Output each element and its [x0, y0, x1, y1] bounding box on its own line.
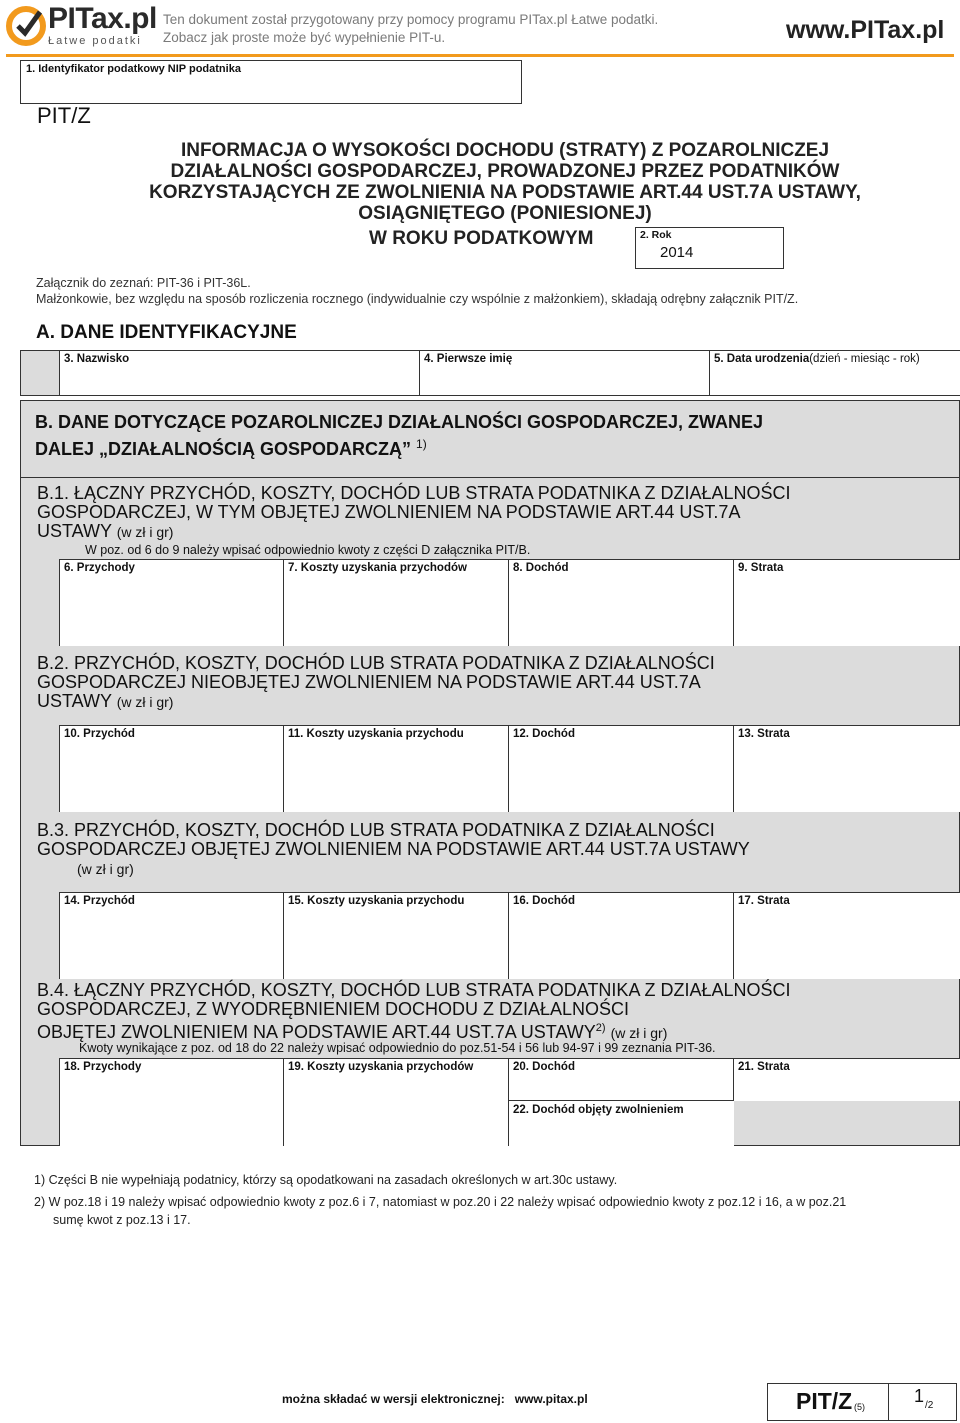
field-12[interactable]: [508, 725, 734, 812]
section-a-box: [20, 350, 960, 396]
field-10-label: 10. Przychód: [64, 728, 135, 740]
first-name-label: 4. Pierwsze imię: [424, 353, 513, 365]
form-title: INFORMACJA O WYSOKOŚCI DOCHODU (STRATY) Z POZAROLNICZEJ DZIAŁALNOŚCI GOSPODARCZEJ, PROWADZONEJ PRZEZ PODATNIKÓW KORZYSTAJĄCYCH ZE ZWOLNIENIA NA PODSTAWIE ART.44 UST.7A USTAWY, OSIĄGNIĘTEGO (PONIESIONEJ): [149, 140, 861, 224]
section-b-box: [20, 400, 960, 1146]
field-18-label: 18. Przychody: [64, 1061, 142, 1073]
field-22[interactable]: [508, 1100, 734, 1146]
b4-title: B.4. ŁĄCZNY PRZYCHÓD, KOSZTY, DOCHÓD LUB STRATA PODATNIKA Z DZIAŁALNOŚCI GOSPODARCZEJ, Z WYODRĘBNIENIEM DOCHODU Z DZIAŁALNOŚCI OBJĘTEJ ZWOLNIENIEM NA PODSTAWIE ART.44 UST.7A USTAWY$^{2)}$ (w zł i gr): [37, 980, 791, 1042]
field-10[interactable]: [59, 725, 284, 812]
field-15[interactable]: [283, 892, 509, 979]
b4-fields: [59, 1058, 959, 1145]
field-21-label: 21. Strata: [738, 1061, 790, 1073]
footnote-2: 2) W poz.18 i 19 należy wpisać odpowiednio kwoty z poz.6 i 7, natomiast w poz.20 i 22 należy wpisać odpowiednio kwoty z poz.12 i 16, a w poz.21: [34, 1195, 847, 1209]
footer-url[interactable]: www.pitax.pl: [514, 1392, 588, 1406]
pitax-logo-icon: [6, 4, 46, 48]
footer-page: 1: [914, 1386, 925, 1406]
year-label: 2. Rok: [640, 229, 672, 241]
field-13-label: 13. Strata: [738, 728, 790, 740]
birth-date-label: 5. Data urodzenia(dzień - miesiąc - rok): [714, 353, 920, 365]
field-19[interactable]: [283, 1058, 509, 1146]
logo-tagline: Łatwe podatki: [48, 35, 142, 47]
b2-fields: [59, 725, 959, 811]
field-14[interactable]: [59, 892, 284, 979]
section-a-title: A. DANE IDENTYFIKACYJNE: [36, 322, 297, 343]
footer-divider: [888, 1384, 889, 1420]
surname-field[interactable]: [59, 351, 420, 395]
year-value: 2014: [660, 244, 694, 261]
b1-fields: [59, 559, 959, 645]
site-link[interactable]: www.PITax.pl: [786, 16, 945, 44]
field-20-label: 20. Dochód: [513, 1061, 575, 1073]
footnote-2-cont: sumę kwot z poz.13 i 17.: [53, 1213, 191, 1227]
birth-date-field[interactable]: [709, 351, 960, 395]
field-17[interactable]: [733, 892, 960, 979]
nip-field[interactable]: [20, 60, 522, 104]
field-9[interactable]: [733, 559, 960, 646]
footer-form-code-box: [767, 1383, 957, 1421]
b3-title: B.3. PRZYCHÓD, KOSZTY, DOCHÓD LUB STRATA PODATNIKA Z DZIAŁALNOŚCI GOSPODARCZEJ OBJĘTEJ ZWOLNIENIEM NA PODSTAWIE ART.44 UST.7A USTAWY (w zł i gr): [37, 820, 750, 877]
footer-electronic-note: można składać w wersji elektronicznej: www.pitax.pl: [282, 1392, 588, 1406]
logo-name: PITax.pl: [48, 2, 157, 35]
field-6[interactable]: [59, 559, 284, 646]
field-7[interactable]: [283, 559, 509, 646]
b2-title: B.2. PRZYCHÓD, KOSZTY, DOCHÓD LUB STRATA PODATNIKA Z DZIAŁALNOŚCI GOSPODARCZEJ NIEOBJĘTEJ ZWOLNIENIEM NA PODSTAWIE ART.44 UST.7A USTAWY (w zł i gr): [37, 653, 715, 711]
field-8-label: 8. Dochód: [513, 562, 569, 574]
field-17-label: 17. Strata: [738, 895, 790, 907]
field-11[interactable]: [283, 725, 509, 812]
field-11-label: 11. Koszty uzyskania przychodu: [288, 728, 464, 740]
attachment-note: Załącznik do zeznań: PIT-36 i PIT-36L.: [36, 276, 251, 290]
form-title-year-label: W ROKU PODATKOWYM: [369, 228, 594, 249]
field-20[interactable]: [508, 1058, 734, 1101]
field-15-label: 15. Koszty uzyskania przychodu: [288, 895, 465, 907]
footer-form-code: PIT/Z: [796, 1388, 853, 1414]
field-19-label: 19. Koszty uzyskania przychodów: [288, 1061, 474, 1073]
first-name-field[interactable]: [419, 351, 710, 395]
footer-pages: /2: [925, 1400, 934, 1411]
b4-note: Kwoty wynikające z poz. od 18 do 22 należy wpisać odpowiednio do poz.51-54 i 56 lub 94-97 i 99 zeznania PIT-36.: [79, 1041, 716, 1055]
b1-note: W poz. od 6 do 9 należy wpisać odpowiednio kwoty z części D załącznika PIT/B.: [85, 543, 531, 557]
field-12-label: 12. Dochód: [513, 728, 575, 740]
field-22-label: 22. Dochód objęty zwolnieniem: [513, 1104, 684, 1116]
form-code: PIT/Z: [37, 103, 91, 128]
field-13[interactable]: [733, 725, 960, 812]
b1-title: B.1. ŁĄCZNY PRZYCHÓD, KOSZTY, DOCHÓD LUB STRATA PODATNIKA Z DZIAŁALNOŚCI GOSPODARCZEJ, W TYM OBJĘTEJ ZWOLNIENIEM NA PODSTAWIE ART.44 UST.7A USTAWY (w zł i gr): [37, 483, 791, 541]
field-8[interactable]: [508, 559, 734, 646]
field-18[interactable]: [59, 1058, 284, 1146]
surname-label: 3. Nazwisko: [64, 353, 130, 365]
field-16[interactable]: [508, 892, 734, 979]
section-b-divider: [21, 477, 959, 478]
b3-fields: [59, 892, 959, 978]
header-divider: [6, 54, 954, 57]
field-16-label: 16. Dochód: [513, 895, 575, 907]
field-21[interactable]: [733, 1058, 960, 1101]
year-field[interactable]: [635, 227, 784, 269]
section-b-title: B. DANE DOTYCZĄCE POZAROLNICZEJ DZIAŁALNOŚCI GOSPODARCZEJ, ZWANEJ DALEJ „DZIAŁALNOŚCIĄ GOSPODARCZĄ” $^{1)}$: [35, 412, 764, 459]
field-14-label: 14. Przychód: [64, 895, 135, 907]
footnote-1: 1) Części B nie wypełniają podatnicy, którzy są opodatkowani na zasadach określonych w art.30c ustawy.: [34, 1173, 618, 1187]
field-6-label: 6. Przychody: [64, 562, 135, 574]
footer-version: (5): [854, 1402, 865, 1412]
spouse-note: Małżonkowie, bez względu na sposób rozliczenia rocznego (indywidualnie czy wspólnie z małżonkiem), składają odrębny załącznik PIT/Z.: [36, 292, 799, 306]
nip-label: 1. Identyfikator podatkowy NIP podatnika: [26, 63, 241, 75]
promo-line-1[interactable]: Ten dokument został przygotowany przy pomocy programu PITax.pl Łatwe podatki.: [163, 12, 659, 27]
field-9-label: 9. Strata: [738, 562, 784, 574]
field-7-label: 7. Koszty uzyskania przychodów: [288, 562, 467, 574]
promo-line-2[interactable]: Zobacz jak proste może być wypełnienie PIT-u.: [163, 30, 446, 45]
